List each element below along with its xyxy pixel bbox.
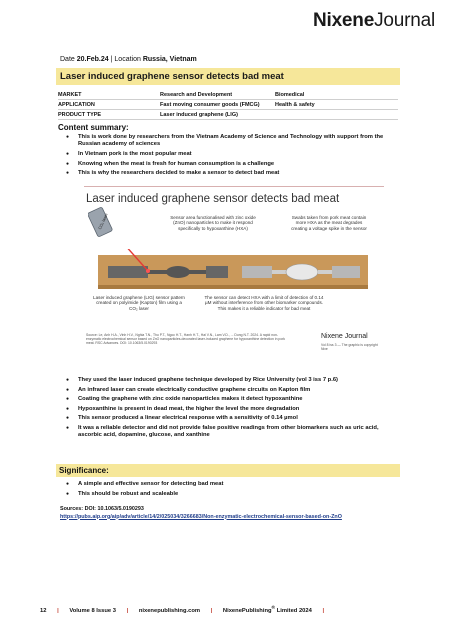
meta-product-value: Laser induced graphene (LIG) [160, 111, 238, 118]
logo-bold-text: Nixene [312, 10, 375, 31]
list-item: ● In Vietnam pork is the most popular meat [66, 151, 396, 158]
left-electrode-pad-2 [206, 266, 228, 278]
date-label: Date [60, 56, 75, 63]
article-title-bar [56, 68, 400, 85]
list-item: ● This is why the researchers decided to make a sensor to detect bad meat [66, 170, 396, 177]
laser-spot [146, 269, 150, 273]
kapton-film-edge [98, 285, 368, 289]
sensor-figure [84, 186, 384, 373]
registered-mark: ® [271, 606, 276, 611]
right-electrode-pad [242, 266, 272, 278]
meta-market-label: MARKET [58, 91, 82, 98]
meta-market-value: Research and Development [160, 91, 233, 98]
sources-doi: DOI: 10.1063/5.0190293 [84, 506, 144, 512]
meta-application-label: APPLICATION [58, 101, 95, 108]
right-electrode-trace [272, 270, 288, 274]
footer-copyright-name: NixenePublishing [222, 607, 272, 614]
significance-heading: Significance: [59, 466, 109, 475]
meta-row [58, 90, 398, 100]
right-electrode-trace-2 [318, 270, 332, 274]
left-electrode-pad [108, 266, 148, 278]
footer-separator: | [57, 607, 59, 614]
list-item: ● This is work done by researchers from the Vietnam Academy of Science and Technology with support from the Russian academy of sciences [66, 134, 396, 149]
footer-page-number: 12 [40, 607, 47, 614]
footer-copyright [223, 608, 312, 614]
list-item: ● Knowing when the meat is fresh for human consumption is a challenge [66, 161, 396, 168]
dateline [60, 56, 197, 63]
figure-note-detection: The sensor can detect HXA with a limit of detection of 0.14 µM without interference from other biomarker compounds. This makes it a reliable indicator for bad meat [204, 295, 324, 311]
meta-table [58, 90, 398, 120]
figure-brand-sub: Vol 8 iss 3 — The graphic is copyright Nixe [321, 343, 378, 352]
footer-separator: | [322, 607, 325, 614]
figure-brand: Nixene Journal [321, 333, 368, 340]
meta-application-extra: Health & safety [275, 101, 315, 108]
left-electrode-trace-2 [186, 270, 206, 274]
significance-heading-bar [56, 464, 400, 477]
page-footer [40, 606, 333, 614]
logo-light-text: Journal [374, 10, 435, 31]
significance-list [66, 481, 396, 500]
date-value: 20.Feb.24 [76, 56, 109, 63]
sources-label: Sources: [60, 506, 84, 512]
list-item: ● They used the laser induced graphene technique developed by Rice University (vol 3 iss 7 p.6) [66, 377, 396, 384]
dateline-separator: | [110, 56, 113, 63]
location-value: Russia, Vietnam [142, 56, 197, 63]
location-label: Location [114, 56, 141, 63]
figure-note-swabs: Swabs taken from pork meat contain more HXA as the meat degrades creating a voltage spike in the sensor [291, 215, 367, 231]
footer-site: nixenepublishing.com [138, 607, 201, 614]
summary-list [66, 134, 396, 180]
footer-volume: Volume 8 Issue 3 [69, 607, 116, 614]
figure-note-lig: Laser induced graphene (LIG) sensor pattern created on polyimide (Kapton) film using a CO₂ laser [93, 295, 185, 311]
meta-market-extra: Biomedical [275, 91, 305, 98]
sources-block [60, 506, 342, 521]
list-item: ● This should be robust and scaleable [66, 491, 396, 498]
list-item: ● This sensor produced a linear electrical response with a sensitivity of 0.14 µmol [66, 415, 396, 422]
journal-logo [313, 10, 435, 32]
summary-heading: Content summary: [58, 123, 129, 132]
meta-application-value: Fast moving consumer goods (FMCG) [160, 101, 260, 108]
meta-row [58, 100, 398, 110]
list-item: ● Hypoxanthine is present in dead meat, the higher the level the more degradation [66, 406, 396, 413]
right-sensor-area-zno [286, 264, 318, 280]
meta-product-label: PRODUCT TYPE [58, 111, 102, 118]
figure-note-functionalised: Sensor area functionalised with zinc oxide (ZnO) nanoparticles to make it respond specifically to hypoxanthine (HXA) [170, 215, 256, 231]
list-item: ● An infrared laser can create electrically conductive graphene circuits on Kapton film [66, 387, 396, 394]
sources-link[interactable]: https://pubs.aip.org/aip/adv/article/14/2/025034/3266683/Non-enzymatic-electrochemical-sensor-based-on-ZnO [60, 513, 342, 520]
figure-title: Laser induced graphene sensor detects bad meat [86, 193, 340, 205]
right-electrode-pad-2 [332, 266, 360, 278]
article-title: Laser induced graphene sensor detects bad meat [60, 71, 284, 82]
list-item: ● It was a reliable detector and did not provide false positive readings from other biomarkers such as uric acid, ascorbic acid, dopamine, glucose, and xanthine [66, 425, 396, 440]
list-item: ● Coating the graphene with zinc oxide nanoparticles makes it detect hypoxanthine [66, 396, 396, 403]
footer-separator: | [126, 607, 129, 614]
list-item: ● A simple and effective sensor for detecting bad meat [66, 481, 396, 488]
details-list [66, 377, 396, 442]
sensor-device-illustration [98, 249, 368, 293]
meta-row [58, 110, 398, 120]
laser-head-icon [88, 207, 118, 245]
figure-source: Source: Le, Anh H.A., Vinh H.V., Nghia T.N., Thu P.T., Ngoc H.T., Hanh H.T., Hai V.N., Lam V.D., ... Dung N.T. 2024. A rapid non-enzymatic electrochemical sensor based on ZnO nanoparticles-decorated laser-induced graphene for hypoxanthine detection in pork meat. RSC Advances. DOI: 10.1063/5.0190293 [86, 333, 286, 346]
footer-separator: | [210, 607, 213, 614]
laser-head-label: CO₂ laser [96, 212, 109, 231]
footer-copyright-year: Limited 2024 [275, 607, 312, 614]
